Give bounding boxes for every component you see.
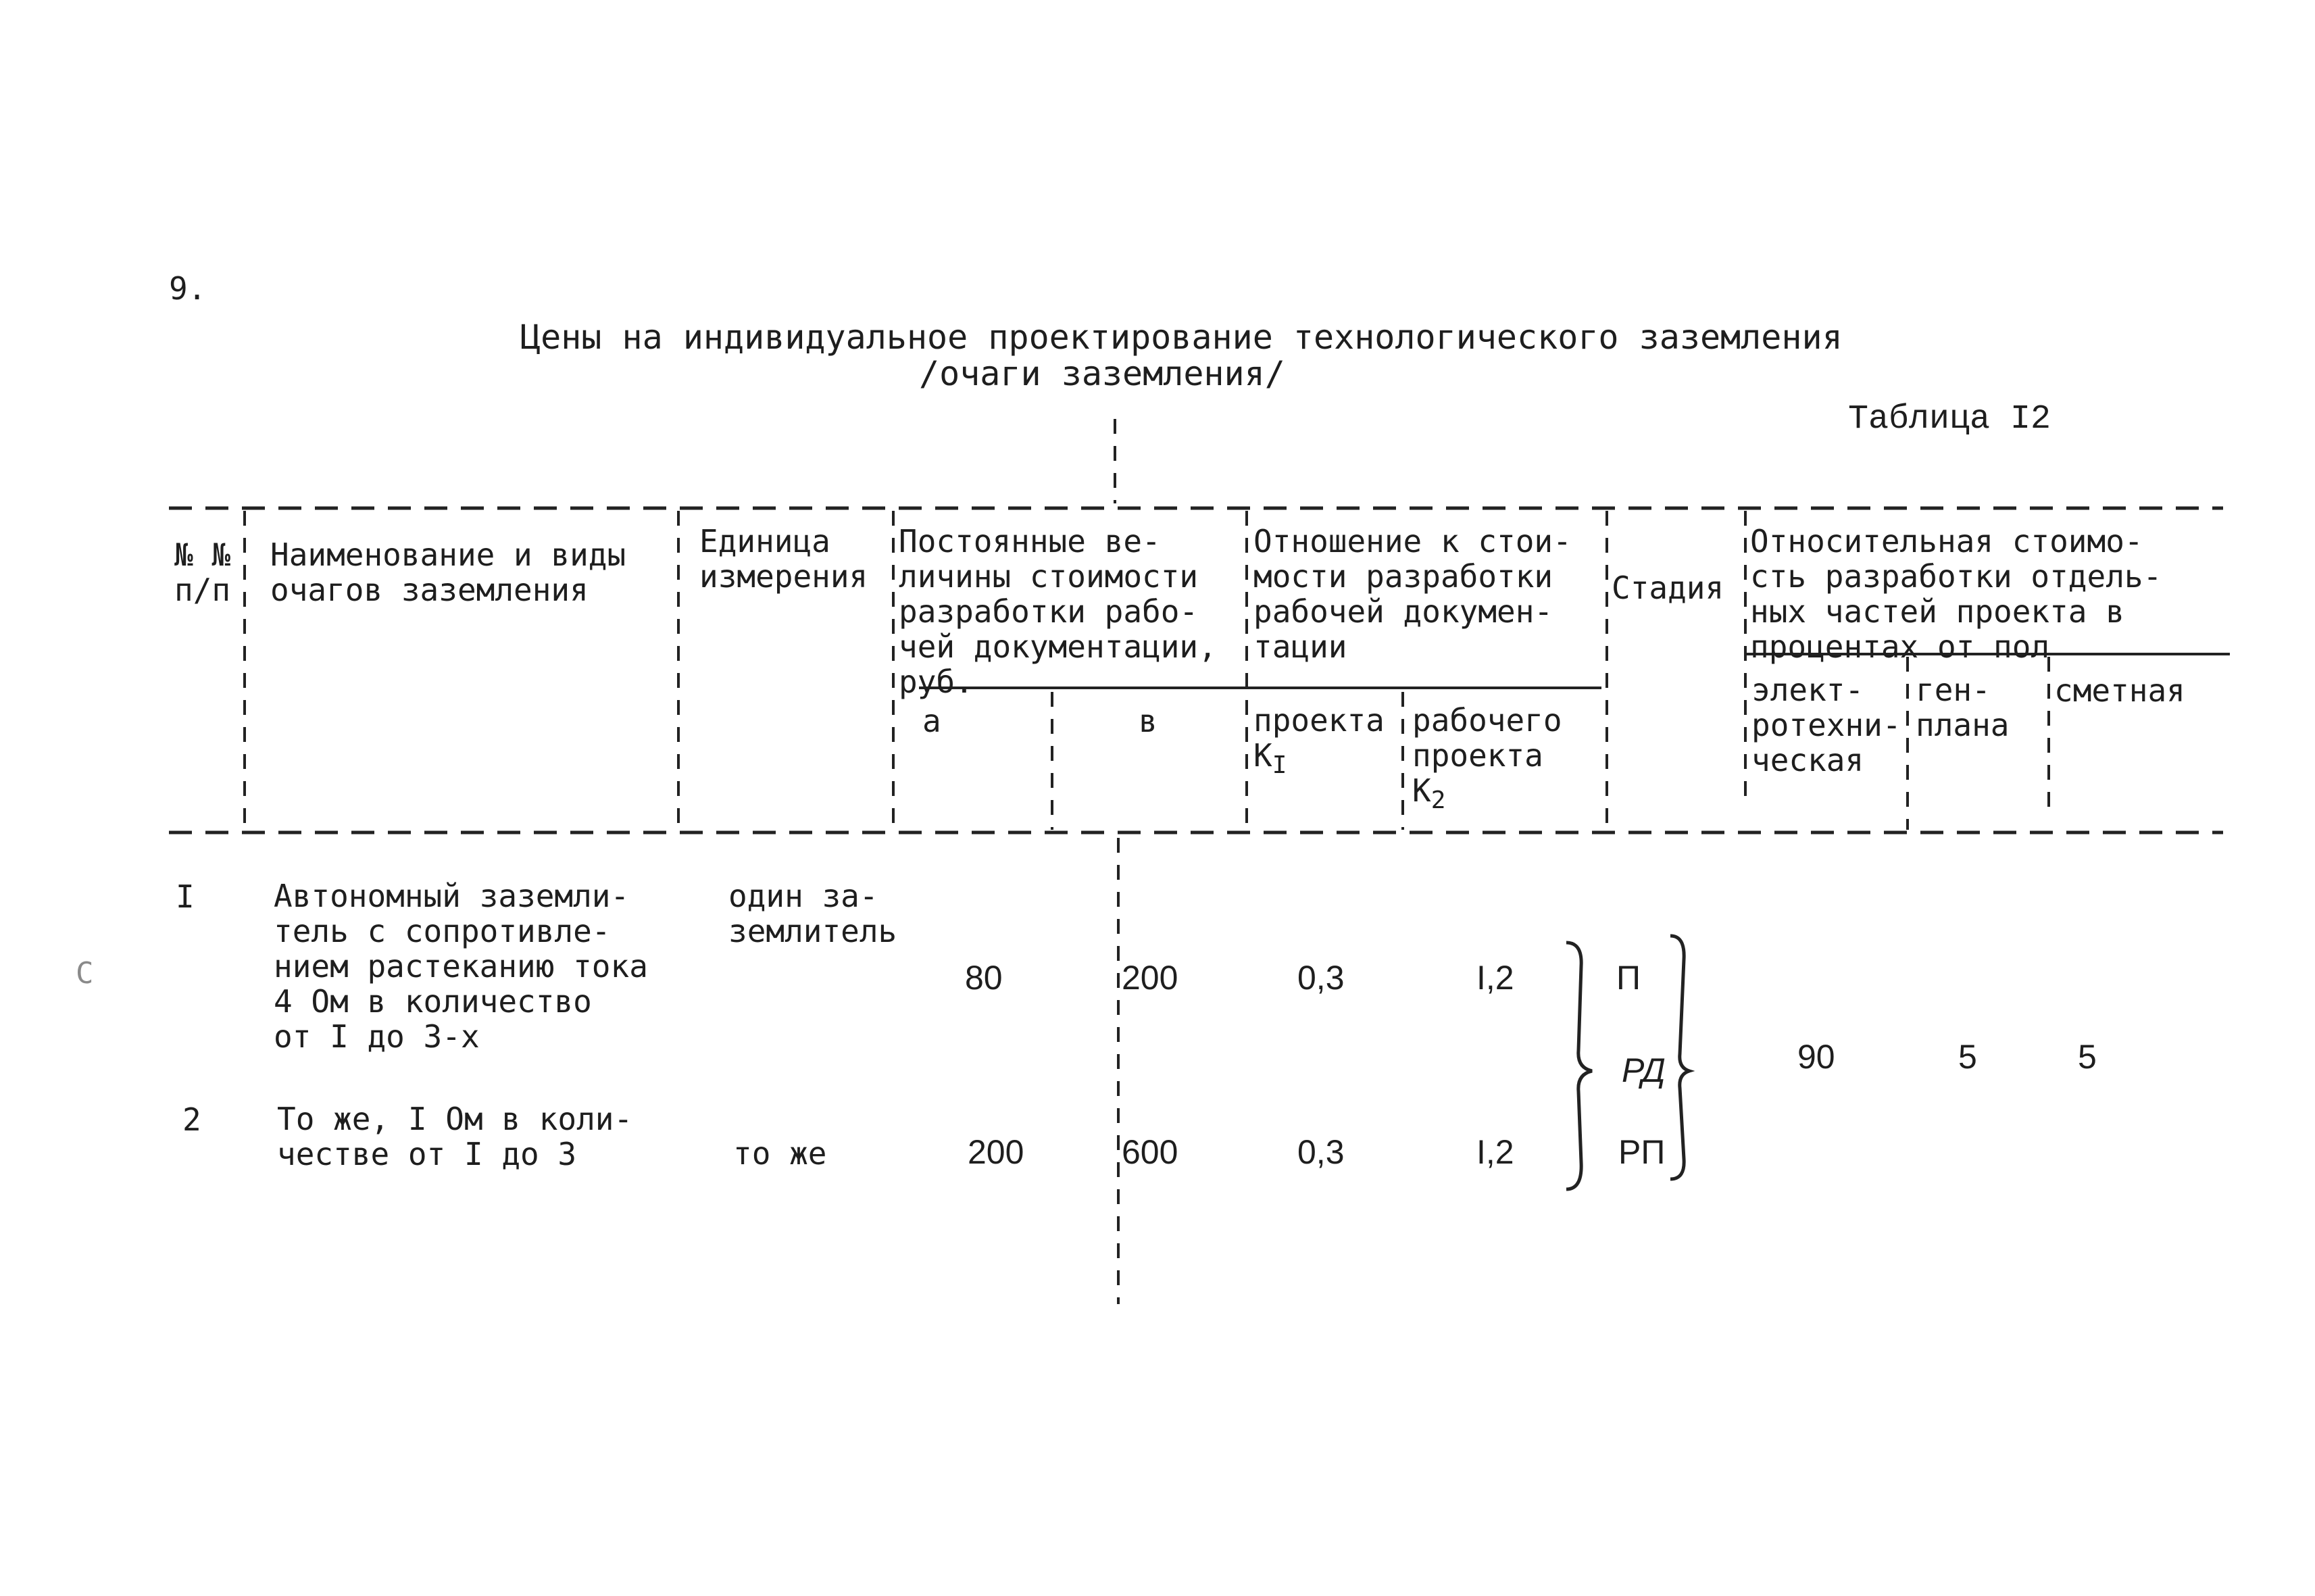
row1-name: Автономный заземли- тель с сопротивле- нием растеканию тока 4 Ом в количество от I до 3-х <box>274 878 648 1055</box>
row2-k1: 0,3 <box>1297 1133 1345 1171</box>
row2-num: 2 <box>182 1101 201 1138</box>
table-label: Таблица I2 <box>1848 400 2051 439</box>
row2-name: То же, I Ом в коли- честве от I до 3 <box>277 1101 633 1172</box>
row1-k1: 0,3 <box>1297 959 1345 997</box>
header-unit: Единица измерения <box>699 523 868 595</box>
row2-unit: то же <box>733 1135 827 1172</box>
value-genplan: 5 <box>1958 1038 1977 1076</box>
header-relative: Относительная стоимо- сть разработки отдель- ных частей проекта в процентах от пол <box>1750 523 2162 665</box>
header-constants: Постоянные ве- личины стоимости разработки рабо- чей документации, руб. <box>899 523 1217 700</box>
header-ratio: Отношение к стои- мости разработки рабочей докумен- тации <box>1253 523 1572 665</box>
row2-a: 200 <box>968 1133 1024 1171</box>
header-rel-estimate: сметная <box>2054 672 2185 709</box>
row1-k2: I,2 <box>1476 959 1514 997</box>
row1-num: I <box>176 878 195 915</box>
header-name: Наименование и виды очагов заземления <box>270 537 626 608</box>
row1-b: 200 <box>1122 959 1178 997</box>
row2-k2: I,2 <box>1476 1133 1514 1171</box>
stage-rp: РП <box>1618 1133 1666 1171</box>
row1-a: 80 <box>965 959 1003 997</box>
header-num: № № п/п <box>174 537 231 608</box>
header-rel-genplan: ген- плана <box>1916 672 2010 743</box>
stage-rd: РД <box>1622 1051 1666 1089</box>
header-rel-electro: элект- ротехни- ческая <box>1751 672 1901 778</box>
header-constant-b: в <box>1139 703 1158 739</box>
header-ratio-k2: рабочего проекта $К_2$ <box>1412 702 1562 815</box>
page-title: Цены на индивидуальное проектирование технологического заземления <box>520 318 1843 357</box>
header-constant-a: а <box>922 703 941 739</box>
stage-p: П <box>1616 959 1641 997</box>
value-electro: 90 <box>1797 1038 1835 1076</box>
value-estimate: 5 <box>2078 1038 2097 1076</box>
row1-unit: один за- землитель <box>728 878 897 949</box>
header-ratio-k1: проекта $К_I$ <box>1253 702 1385 780</box>
page-number: 9. <box>169 270 207 307</box>
header-stage: Стадия <box>1612 570 1724 606</box>
margin-mark: С <box>76 956 94 991</box>
page-subtitle: /очаги заземления/ <box>919 354 1285 393</box>
row2-b: 600 <box>1122 1133 1178 1171</box>
